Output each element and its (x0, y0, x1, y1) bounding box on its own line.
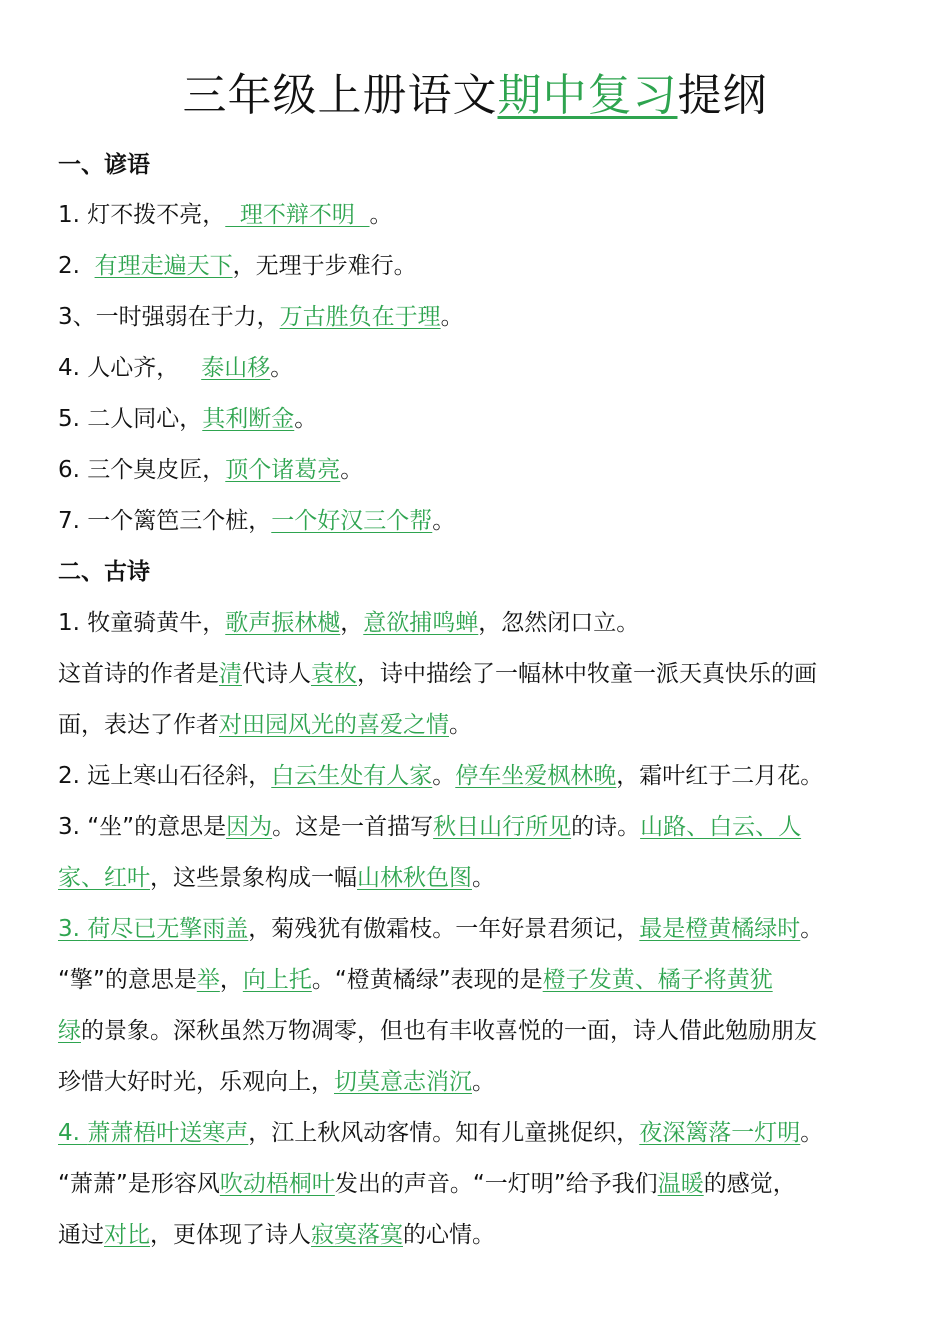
answer-text: 停车坐爱枫林晚 (455, 763, 617, 789)
outline-line (58, 751, 898, 802)
line-text: 。 (800, 916, 824, 942)
line-text: 。 (432, 763, 456, 789)
line-text: 面，表达了作者 (58, 712, 219, 738)
line-text: 发出的声音。“一灯明”给予我们 (334, 1171, 658, 1197)
line-text: ，无理于步难行。 (232, 253, 417, 279)
line-text: ，这些景象构成一幅 (150, 865, 357, 891)
answer-text: 袁枚 (311, 661, 357, 687)
line-text: 。 (800, 1120, 824, 1146)
answer-text: 万古胜负在于理 (279, 304, 441, 330)
line-text: 。 (369, 202, 393, 228)
line-text: 一、谚语 (58, 152, 150, 178)
line-text: 二、古诗 (58, 559, 150, 585)
answer-text: 顶个诸葛亮 (225, 457, 341, 483)
line-text: 4. 人心齐， (58, 355, 202, 381)
answer-text: 寂寞落寞 (311, 1222, 403, 1248)
title-suffix: 提纲 (677, 70, 768, 121)
answer-text: 荷尽已无擎雨盖 (87, 916, 249, 942)
line-text: 的景象。深秋虽然万物凋零，但也有丰收喜悦的一面，诗人借此勉励朋友 (81, 1018, 817, 1044)
line-text: 的心情。 (403, 1222, 495, 1248)
line-text: ，更体现了诗人 (150, 1222, 311, 1248)
line-text: ，忽然闭口立。 (478, 610, 640, 636)
outline-line (58, 394, 898, 445)
outline-line (58, 955, 898, 1006)
answer-text: 秋日山行所见 (433, 814, 572, 840)
page-title (0, 64, 950, 128)
line-text: 5. 二人同心， (58, 406, 203, 432)
answer-text: 山路、白云、人 (640, 814, 802, 840)
title-prefix: 三年级上册语文 (182, 70, 498, 121)
line-text: 的感觉， (703, 1171, 796, 1197)
answer-text: 3. (58, 916, 88, 942)
line-text: 这首诗的作者是 (58, 661, 219, 687)
line-text: 通过 (58, 1222, 104, 1248)
answer-text: 泰山移 (201, 355, 271, 381)
line-text: 代诗人 (242, 661, 311, 687)
answer-text: 吹动梧桐叶 (219, 1171, 335, 1197)
line-text: 7. 一个篱笆三个桩， (58, 508, 272, 534)
outline-line (58, 292, 898, 343)
answer-text: 有理走遍天下 (94, 253, 233, 279)
line-text: ，诗中描绘了一幅林中牧童一派天真快乐的画 (357, 661, 817, 687)
line-text: 。 (340, 457, 364, 483)
answer-text: 山林秋色图 (357, 865, 472, 891)
answer-text: 歌声振林樾 (225, 610, 341, 636)
line-text: 。 (472, 1069, 495, 1095)
line-text: 6. 三个臭皮匠， (58, 457, 226, 483)
line-text: 。 (449, 712, 472, 738)
answer-text: 举 (196, 967, 220, 993)
line-text: 。这是一首描写 (272, 814, 434, 840)
line-text: 1. 灯不拨不亮， (58, 202, 226, 228)
outline-line (58, 241, 898, 292)
answer-text: 温暖 (657, 1171, 704, 1197)
line-text: 的诗。 (571, 814, 641, 840)
title-highlight: 期中复习 (497, 70, 678, 121)
line-text: ，菊残犹有傲霜枝。一年好景君须记， (248, 916, 640, 942)
answer-text: 绿 (58, 1018, 81, 1044)
line-text: 2. (58, 253, 95, 279)
outline-line (58, 496, 898, 547)
answer-text: 意欲捕鸣蝉 (363, 610, 479, 636)
answer-text: 橙子发黄、橘子将黄犹 (542, 967, 773, 993)
outline-line (58, 1006, 898, 1057)
line-text: 。 (432, 508, 456, 534)
answer-text: 4. (58, 1120, 88, 1146)
outline-line (58, 598, 898, 649)
answer-text: 萧萧梧叶送寒声 (87, 1120, 249, 1146)
line-text: 。 (270, 355, 294, 381)
answer-text: 向上托 (242, 967, 312, 993)
line-text: 。 (294, 406, 318, 432)
answer-text: 白云生处有人家 (271, 763, 433, 789)
outline-line (58, 700, 898, 751)
answer-text: 因为 (226, 814, 273, 840)
line-text: 。 (440, 304, 464, 330)
line-text: 2. 远上寒山石径斜， (58, 763, 272, 789)
line-text: ， (340, 610, 364, 636)
line-text: ，霜叶红于二月花。 (616, 763, 824, 789)
line-text: ， (219, 967, 243, 993)
outline-line (58, 190, 898, 241)
line-text: “擎”的意思是 (58, 967, 197, 993)
line-text: 珍惜大好时光，乐观向上， (58, 1069, 334, 1095)
line-text: 1. 牧童骑黄牛， (58, 610, 226, 636)
outline-line (58, 1210, 898, 1261)
line-text: 。 (472, 865, 495, 891)
outline-line (58, 1057, 898, 1108)
section-heading (58, 140, 898, 191)
outline-line (58, 904, 898, 955)
outline-line (58, 802, 898, 853)
line-text: ，江上秋风动客情。知有儿童挑促织， (248, 1120, 640, 1146)
outline-line (58, 1159, 898, 1210)
outline-line (58, 649, 898, 700)
outline-line (58, 343, 898, 394)
answer-text: 对比 (104, 1222, 150, 1248)
answer-text: 家、红叶 (58, 865, 150, 891)
answer-text: 最是橙黄橘绿时 (639, 916, 801, 942)
answer-text: 切莫意志消沉 (334, 1069, 472, 1095)
answer-text: 其利断金 (202, 406, 295, 432)
section-heading (58, 547, 898, 598)
answer-text: 夜深篱落一灯明 (639, 1120, 801, 1146)
line-text: “萧萧”是形容风 (58, 1171, 220, 1197)
line-text: 3. “坐”的意思是 (58, 814, 227, 840)
answer-text: 一个好汉三个帮 (271, 508, 433, 534)
answer-text: 清 (219, 661, 242, 687)
line-text: 3、一时强弱在于力， (58, 304, 280, 330)
outline-line (58, 445, 898, 496)
outline-line (58, 853, 898, 904)
answer-text: 理不辩不明 (225, 202, 370, 228)
line-text: 。“橙黄橘绿”表现的是 (311, 967, 543, 993)
answer-text: 对田园风光的喜爱之情 (219, 712, 449, 738)
outline-line (58, 1108, 898, 1159)
